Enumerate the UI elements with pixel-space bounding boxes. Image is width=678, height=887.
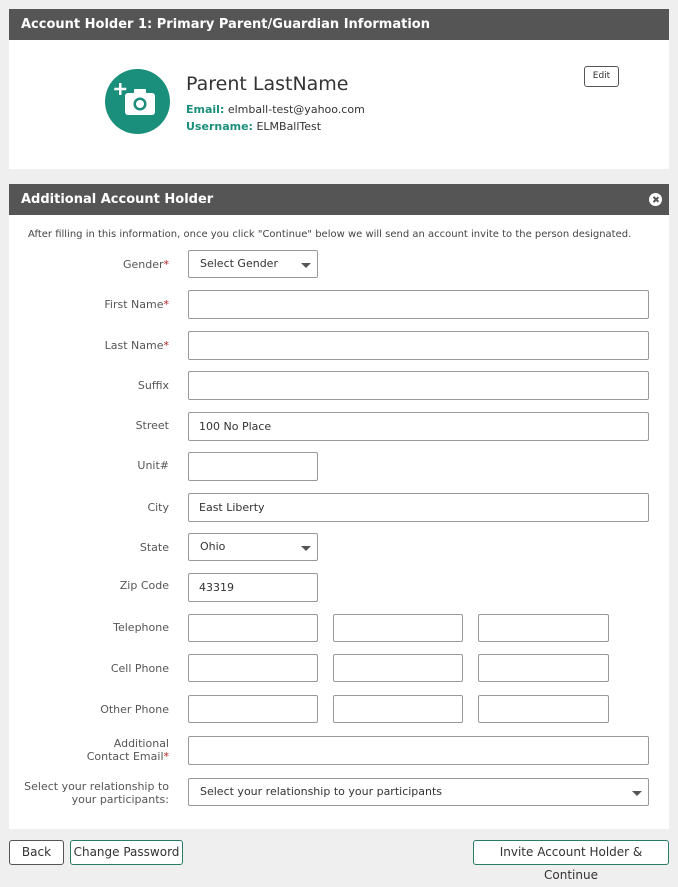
other-phone-prefix-input[interactable]	[333, 695, 463, 723]
first-name-label-text: First Name	[104, 298, 164, 311]
first-name-input[interactable]	[188, 290, 649, 319]
holder-name: Parent LastName	[186, 73, 349, 95]
close-icon[interactable]	[649, 193, 662, 206]
username-line	[186, 120, 321, 133]
cell-phone-prefix-input[interactable]	[333, 654, 463, 682]
state-label: State	[139, 541, 169, 554]
additional-holder-title: Additional Account Holder	[21, 192, 214, 207]
chevron-down-icon	[301, 263, 311, 268]
gender-select[interactable]	[188, 250, 318, 278]
contact-email-label-line2-wrap	[87, 750, 169, 763]
chevron-down-icon	[301, 546, 311, 551]
cell-phone-label: Cell Phone	[110, 662, 169, 675]
email-label: Email:	[186, 103, 225, 116]
required-marker: *	[163, 339, 169, 352]
state-select-value: Ohio	[200, 540, 226, 553]
last-name-label-text: Last Name	[104, 339, 164, 352]
additional-holder-header	[9, 184, 669, 215]
suffix-input[interactable]	[188, 371, 649, 400]
primary-holder-header: Account Holder 1: Primary Parent/Guardian Information	[9, 9, 669, 40]
street-input[interactable]: 100 No Place	[188, 412, 649, 441]
chevron-down-icon	[632, 791, 642, 796]
username-label: Username:	[186, 120, 253, 133]
cell-phone-area-input[interactable]	[188, 654, 318, 682]
back-button[interactable]: Back	[9, 840, 64, 865]
required-marker: *	[163, 750, 169, 763]
telephone-label: Telephone	[113, 621, 169, 634]
relationship-label-line1: Select your relationship to	[24, 780, 169, 793]
unit-label: Unit#	[137, 459, 169, 472]
telephone-area-input[interactable]	[188, 614, 318, 642]
avatar[interactable]	[105, 69, 170, 134]
street-label: Street	[135, 419, 169, 432]
gender-select-value: Select Gender	[200, 257, 278, 270]
first-name-label	[104, 298, 169, 311]
relationship-select[interactable]	[188, 778, 649, 806]
cell-phone-line-input[interactable]	[478, 654, 609, 682]
suffix-label: Suffix	[137, 379, 169, 392]
other-phone-area-input[interactable]	[188, 695, 318, 723]
change-password-button[interactable]: Change Password	[70, 840, 183, 865]
contact-email-label-line2: Contact Email	[86, 750, 164, 763]
required-marker: *	[163, 298, 169, 311]
email-line	[186, 103, 365, 116]
gender-label-text: Gender	[122, 258, 164, 271]
intro-text: After filling in this information, once you click "Continue" below we will send an account invite to the person designated.	[28, 229, 632, 240]
relationship-label-line2: your participants:	[71, 793, 169, 806]
username-value: ELMBallTest	[256, 120, 322, 133]
additional-holder-panel	[9, 184, 669, 829]
zip-input[interactable]: 43319	[188, 573, 318, 602]
contact-email-label	[87, 737, 169, 763]
state-select[interactable]	[188, 533, 318, 561]
primary-holder-panel	[9, 9, 669, 169]
relationship-select-value: Select your relationship to your participants	[200, 785, 443, 798]
telephone-prefix-input[interactable]	[333, 614, 463, 642]
edit-button[interactable]: Edit	[584, 66, 619, 87]
add-photo-icon	[105, 69, 170, 134]
zip-label: Zip Code	[119, 579, 169, 592]
other-phone-line-input[interactable]	[478, 695, 609, 723]
city-label: City	[147, 501, 169, 514]
last-name-input[interactable]	[188, 331, 649, 360]
gender-label	[123, 258, 169, 271]
unit-input[interactable]	[188, 452, 318, 481]
invite-continue-button[interactable]: Invite Account Holder & Continue	[473, 840, 669, 865]
contact-email-input[interactable]	[188, 736, 649, 765]
city-input[interactable]: East Liberty	[188, 493, 649, 522]
relationship-label	[24, 780, 169, 806]
other-phone-label: Other Phone	[100, 703, 169, 716]
last-name-label	[105, 339, 169, 352]
email-value: elmball-test@yahoo.com	[227, 103, 365, 116]
contact-email-label-line1: Additional	[113, 737, 169, 750]
required-marker: *	[163, 258, 169, 271]
telephone-line-input[interactable]	[478, 614, 609, 642]
